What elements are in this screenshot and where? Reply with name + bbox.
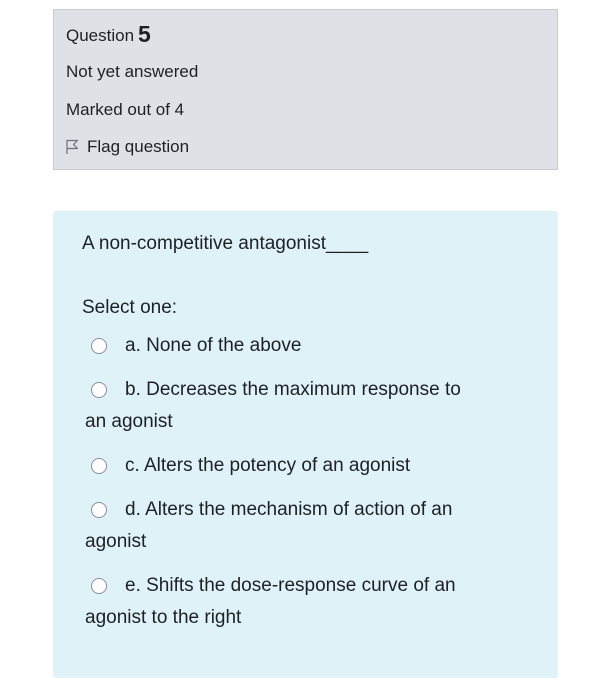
flag-question-link[interactable] xyxy=(65,137,189,157)
radio-button[interactable] xyxy=(91,578,107,594)
radio-button[interactable] xyxy=(91,338,107,354)
select-one-prompt: Select one: xyxy=(82,297,178,318)
question-grade: Marked out of 4 xyxy=(66,100,185,119)
answer-option-a[interactable] xyxy=(91,335,531,362)
answer-option-c[interactable] xyxy=(91,455,531,482)
radio-button[interactable] xyxy=(91,458,107,474)
question-text: A non-competitive antagonist____ xyxy=(82,233,369,254)
flag-question-label: Flag question xyxy=(87,137,190,156)
question-label: Question xyxy=(66,26,135,45)
answer-option-label: d. Alters the mechanism of action of an agonist xyxy=(85,499,453,552)
question-content-panel xyxy=(53,211,558,678)
answer-option-label: c. Alters the potency of an agonist xyxy=(125,455,411,476)
answer-option-label: b. Decreases the maximum response to an agonist xyxy=(85,379,461,432)
question-state: Not yet answered xyxy=(66,62,199,81)
answer-option-d[interactable] xyxy=(85,499,531,558)
question-info-panel xyxy=(53,9,558,170)
radio-button[interactable] xyxy=(91,502,107,518)
answer-option-b[interactable] xyxy=(85,379,531,438)
answer-option-label: e. Shifts the dose-response curve of an agonist to the right xyxy=(85,575,456,628)
answer-option-e[interactable] xyxy=(85,575,531,634)
flag-icon xyxy=(65,139,79,155)
question-number: 5 xyxy=(138,21,151,47)
radio-button[interactable] xyxy=(91,382,107,398)
question-title xyxy=(66,20,151,47)
answer-option-label: a. None of the above xyxy=(125,335,302,356)
